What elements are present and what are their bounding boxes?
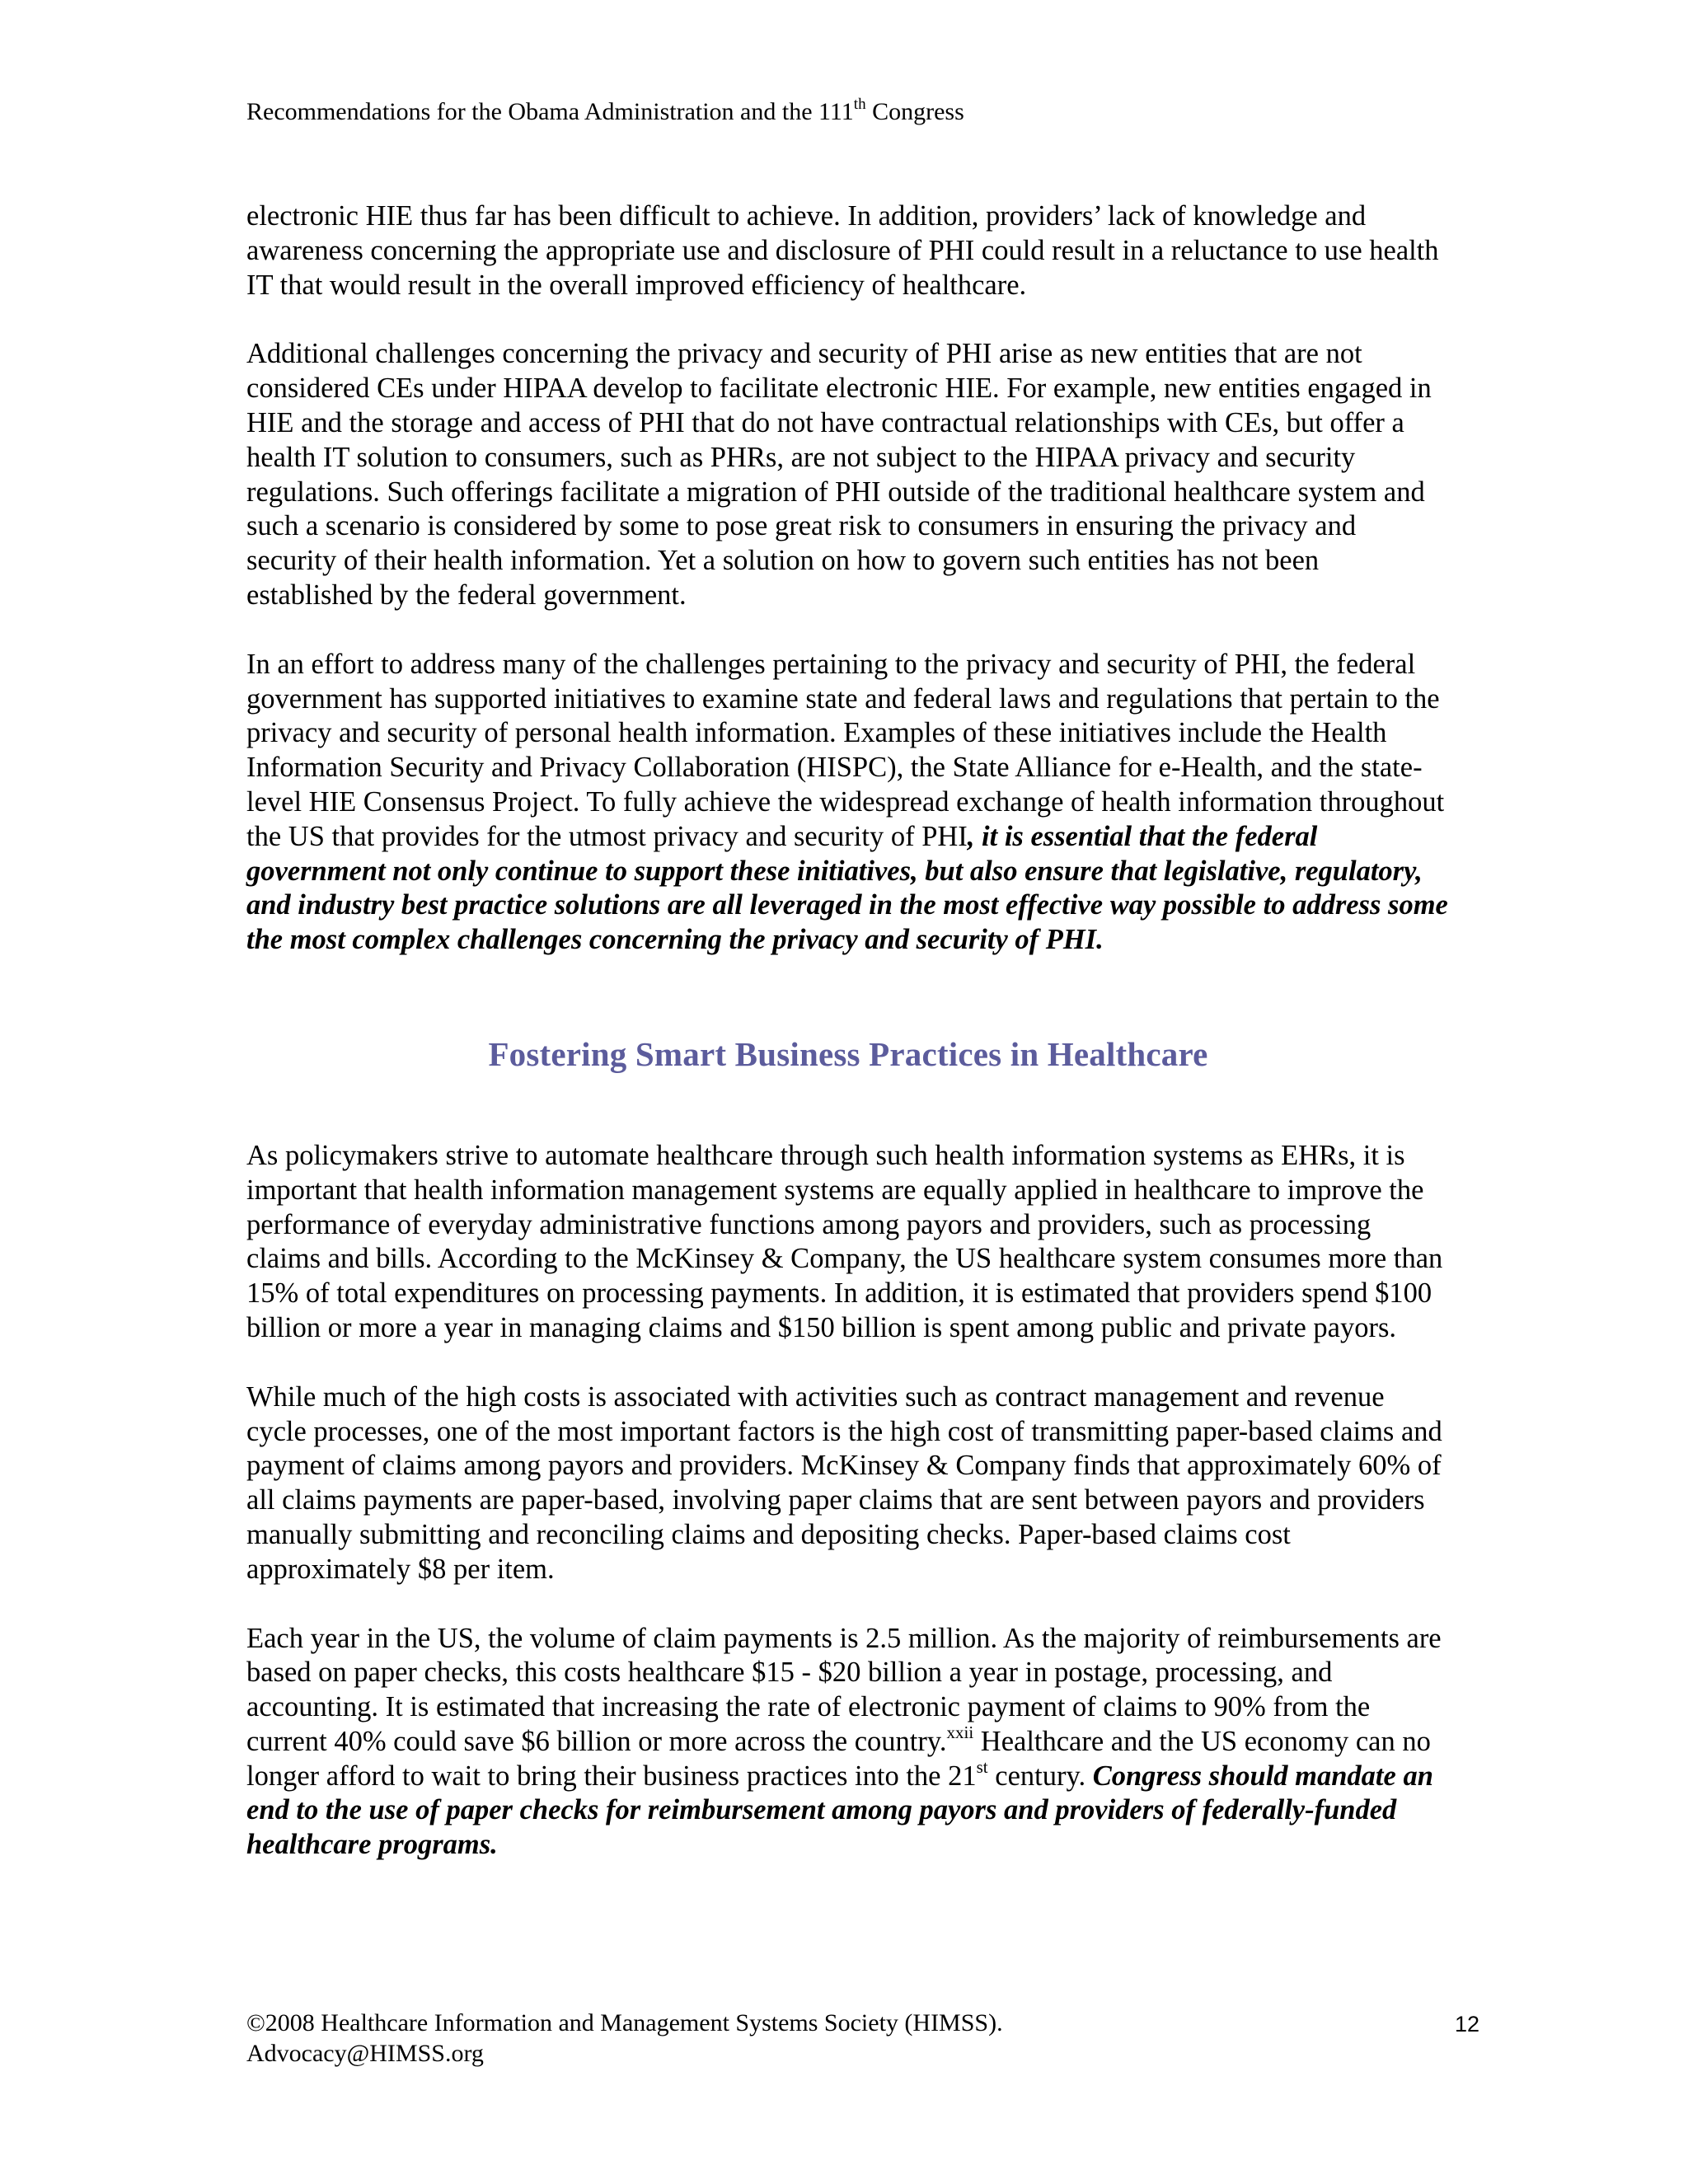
paragraph-paper-claims <box>246 1380 1450 1587</box>
paragraph-federal-initiatives <box>246 648 1450 958</box>
paragraph-text: Additional challenges concerning the privacy and security of PHI arise as new entities that are not considered CEs under HIPAA develop to facilitate electronic HIE. For example, new entities engaged in HIE and the storage and access of PHI that do not have contractual relationships with CEs, but offer a health IT solution to consumers, such as PHRs, are not subject to the HIPAA privacy and security regulations. Such offerings facilitate a migration of PHI outside of the traditional healthcare system and such a scenario is considered by some to pose great risk to consumers in ensuring the privacy and security of their health information. Yet a solution on how to govern such entities has not been established by the federal government. <box>246 338 1432 611</box>
paragraph-text: In an effort to address many of the challenges pertaining to the privacy and security of PHI, the federal government has supported initiatives to examine state and federal laws and regulations that pertain to the privacy and security of personal health information. Examples of these initiatives include the Health Information Security and Privacy Collaboration (HISPC), the State Alliance for e-Health, and the state-level HIE Consensus Project. To fully achieve the widespread exchange of health information throughout the US that provides for the utmost privacy and security of PHI <box>246 648 1445 852</box>
paragraph-text: century. <box>987 1760 1093 1792</box>
paragraph-claim-payments <box>246 1622 1450 1863</box>
page-number: 12 <box>1454 2012 1479 2036</box>
recommendation-emphasis: , it is essential that the federal government not only continue to support these initiatives, but also ensure that legislative, regulatory, and industry best practice solutions are all leveraged in the most effective way possible to address some the most complex challenges concerning the privacy and security of PHI. <box>246 820 1448 956</box>
header-superscript: th <box>853 96 866 113</box>
page-footer <box>246 2008 1318 2069</box>
header-text: Recommendations for the Obama Administration and the 111 <box>246 98 854 125</box>
footer-email: Advocacy@HIMSS.org <box>246 2040 484 2067</box>
paragraph-text: electronic HIE thus far has been difficult to achieve. In addition, providers’ lack of knowledge and awareness concerning the appropriate use and disclosure of PHI could result in a reluctance to use health IT that would result in the overall improved efficiency of healthcare. <box>246 200 1439 301</box>
endnote-marker: xxii <box>946 1722 974 1742</box>
paragraph-text: As policymakers strive to automate healthcare through such health information systems as EHRs, it is important that health information management systems are equally applied in healthcare to improve the performance of everyday administrative functions among payors and providers, such as processing claims and bills. According to the McKinsey & Company, the US healthcare system consumes more than 15% of total expenditures on processing payments. In addition, it is estimated that providers spend $100 billion or more a year in managing claims and $150 billion is spent among public and private payors. <box>246 1139 1443 1343</box>
body-text <box>246 199 1450 1863</box>
footer-copyright: ©2008 Healthcare Information and Management Systems Society (HIMSS). <box>246 2009 1003 2036</box>
paragraph-text: While much of the high costs is associated with activities such as contract management and revenue cycle processes, one of the most important factors is the high cost of transmitting paper-based claims and payment of claims among payors and providers. McKinsey & Company finds that approximately 60% of all claims payments are paper-based, involving paper claims that are sent between payors and providers manually submitting and reconciling claims and depositing checks. Paper-based claims cost approximately $8 per item. <box>246 1380 1442 1585</box>
paragraph-new-entities <box>246 337 1450 612</box>
paragraph-text: Each year in the US, the volume of claim payments is 2.5 million. As the majority of reimbursements are based on paper checks, this costs healthcare $15 - $20 billion a year in postage, processing, and accounting. It is estimated that increasing the rate of electronic payment of claims to 90% from the current 40% could save $6 billion or more across the country. <box>246 1622 1442 1757</box>
paragraph-text: Healthcare and the US economy can no longer afford to wait to bring their business practices into the 21 <box>246 1725 1431 1792</box>
recommendation-emphasis: Congress should mandate an end to the use of paper checks for reimbursement among payors and providers of federally-funded healthcare programs. <box>246 1760 1433 1861</box>
ordinal-superscript: st <box>976 1756 988 1777</box>
paragraph-automation <box>246 1139 1450 1346</box>
section-heading: Fostering Smart Business Practices in Healthcare <box>488 1034 1208 1073</box>
header-text-end: Congress <box>865 98 964 125</box>
paragraph-hie-difficulty <box>246 199 1450 302</box>
running-header <box>246 96 1450 129</box>
